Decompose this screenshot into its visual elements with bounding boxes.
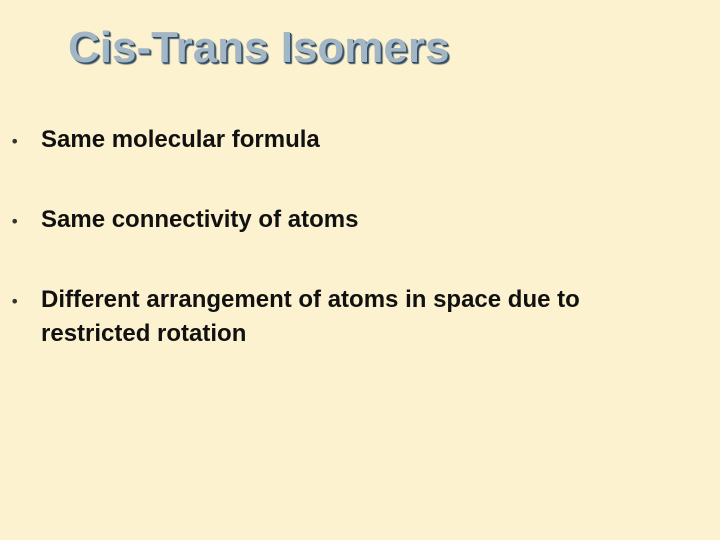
bullet-icon: •: [10, 292, 20, 311]
bullet-text: Same molecular formula: [41, 126, 320, 153]
bullet-icon: •: [10, 132, 20, 151]
bullet-text: Same connectivity of atoms: [41, 206, 359, 233]
slide-title: Cis-Trans Isomers: [68, 23, 450, 72]
bullet-text: Different arrangement of atoms in space due to restricted rotation: [41, 286, 580, 347]
bullet-icon: •: [10, 212, 20, 231]
